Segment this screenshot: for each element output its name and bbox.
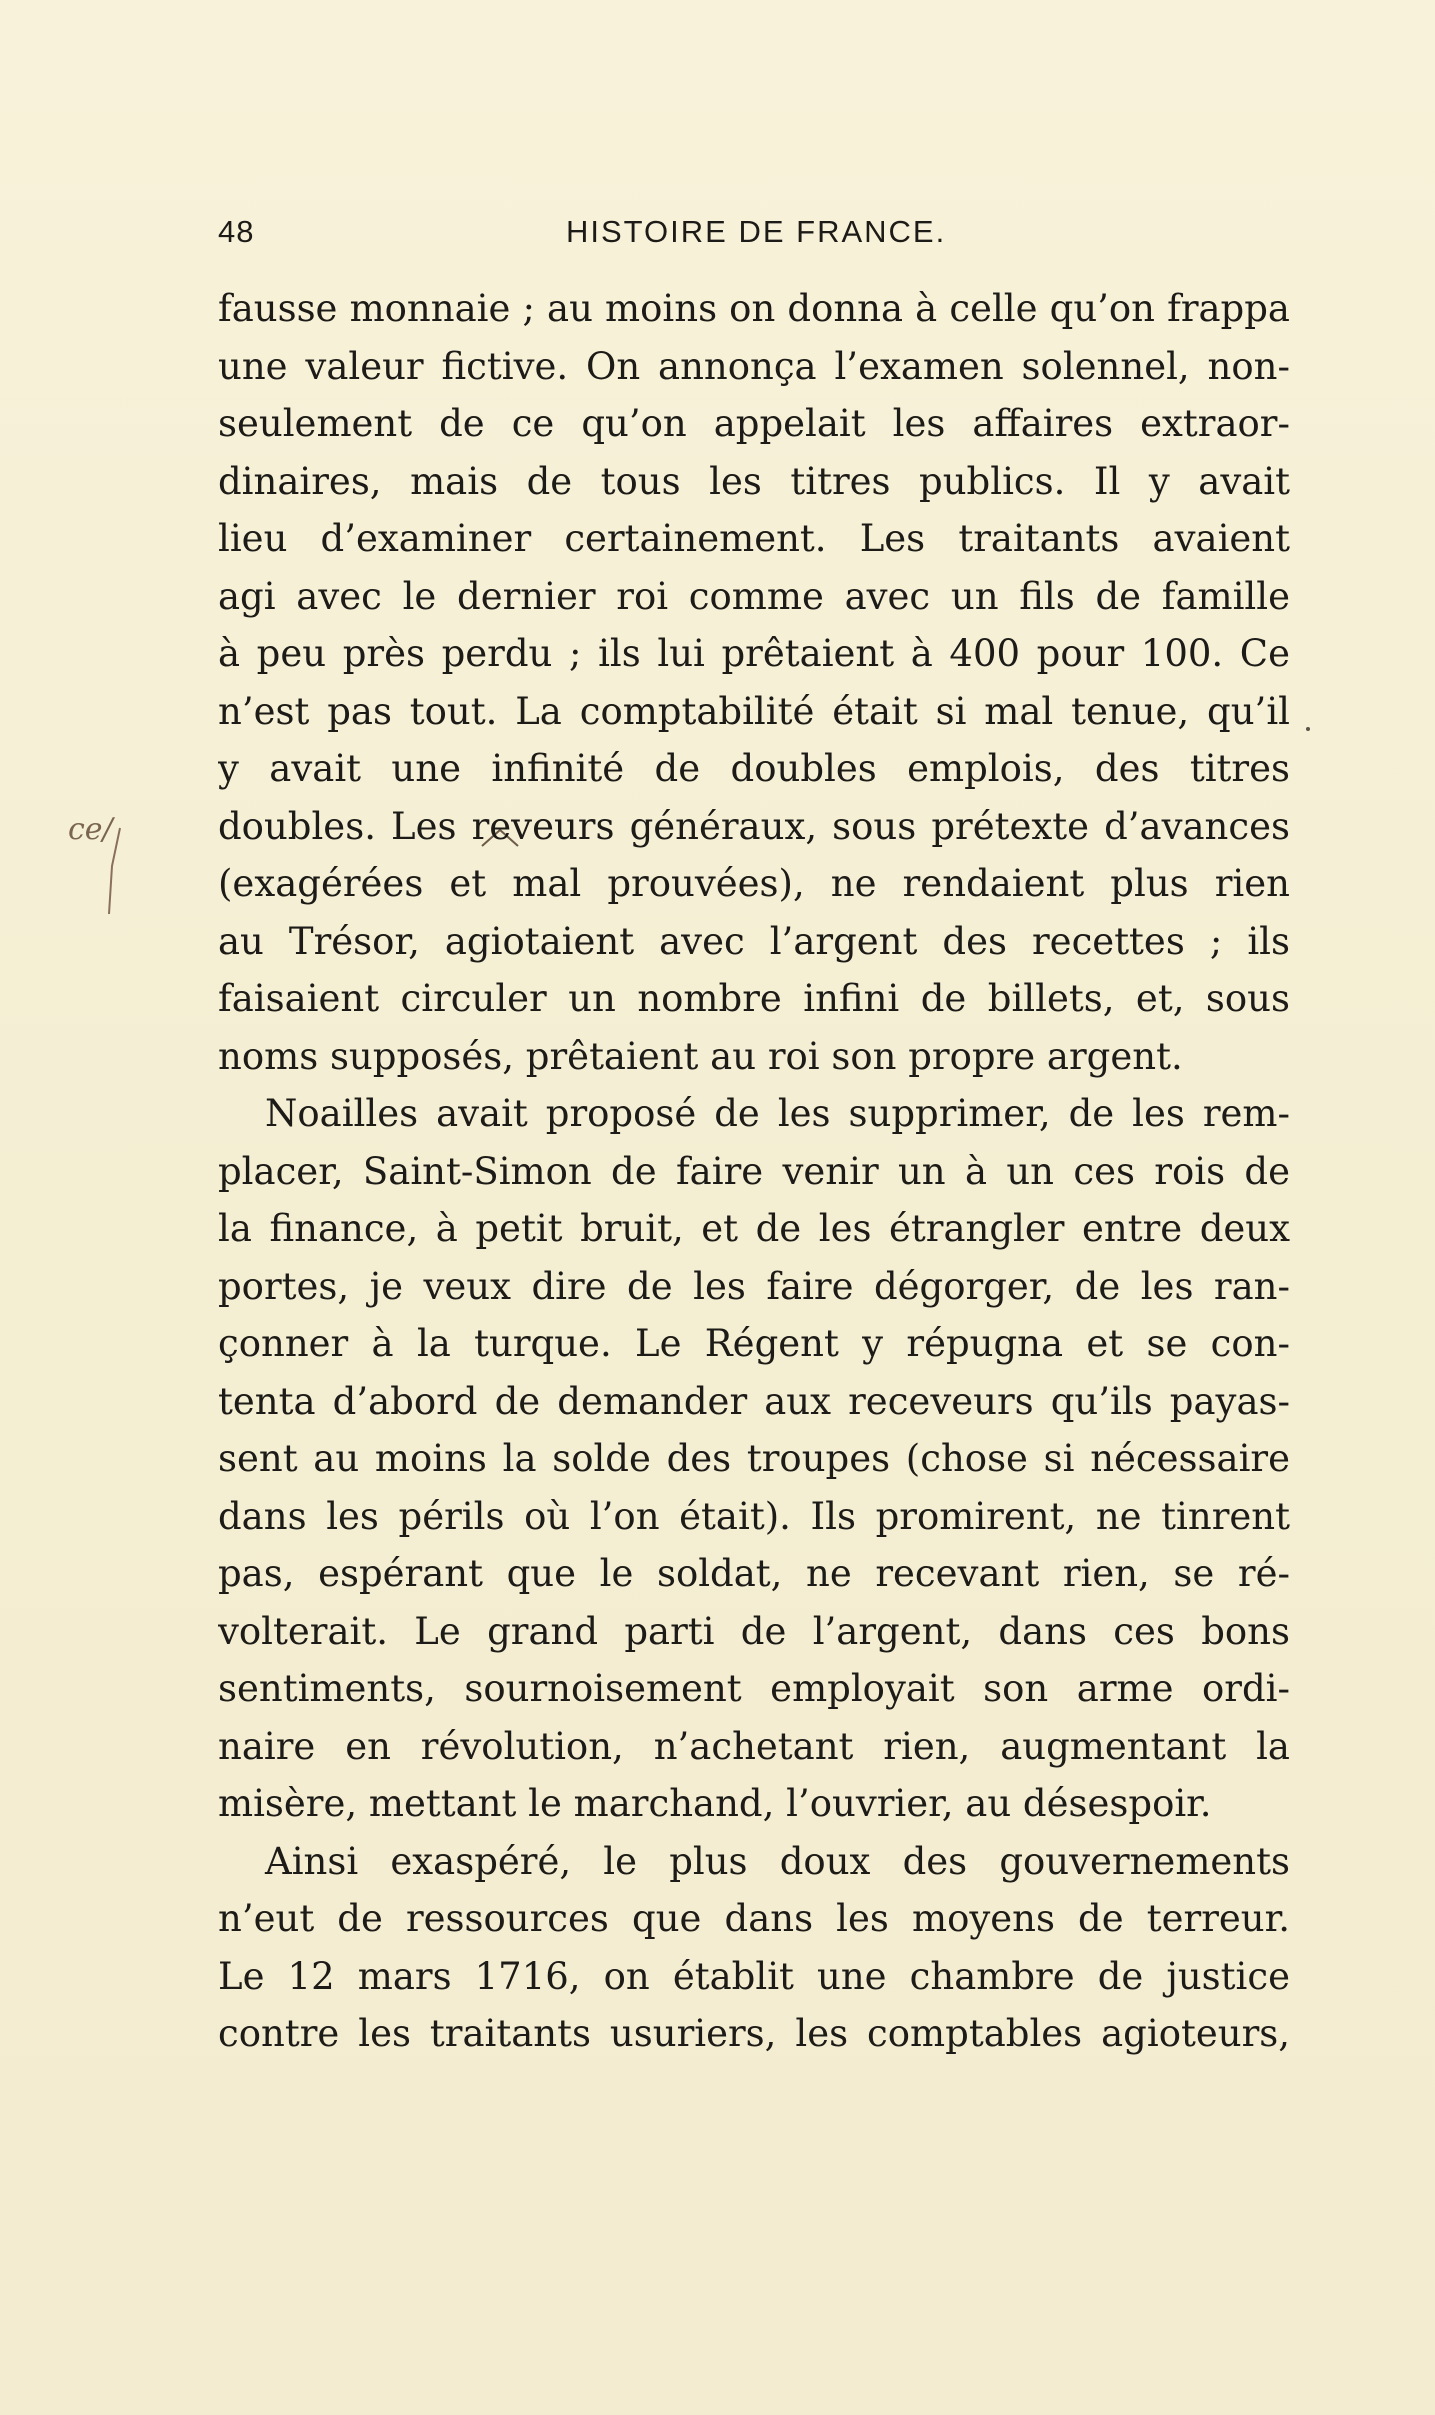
text-line: pas, espérant que le soldat, ne recevant rien, se ré- — [218, 1552, 1290, 1595]
stray-mark — [1306, 727, 1310, 731]
text-line: n’eut de ressources que dans les moyens de terreur. — [218, 1897, 1290, 1940]
page-number: 48 — [218, 214, 255, 249]
text-line: n’est pas tout. La comptabilité était si mal tenue, qu’il — [218, 689, 1290, 733]
text-line: sent au moins la solde des troupes (chose si nécessaire — [218, 1437, 1290, 1480]
running-title: HISTOIRE DE FRANCE. — [566, 214, 947, 249]
text-line: faisaient circuler un nombre infini de billets, et, sous — [218, 977, 1290, 1020]
text-line: tenta d’abord de demander aux receveurs qu’ils payas- — [218, 1379, 1290, 1423]
text-line: agi avec le dernier roi comme avec un fils de famille — [218, 574, 1290, 618]
text-line: placer, Saint-Simon de faire venir un à un ces rois de — [218, 1149, 1290, 1193]
text-line: Le 12 mars 1716, on établit une chambre de justice — [218, 1954, 1290, 1998]
running-head — [218, 214, 1290, 254]
body-text — [218, 280, 1290, 2063]
text-line: doubles. Les reveurs généraux, sous prétexte d’avances — [218, 804, 1290, 848]
text-line: y avait une infinité de doubles emplois, des titres — [218, 747, 1290, 790]
text-line: contre les traitants usuriers, les comptables agioteurs, — [218, 2012, 1290, 2055]
text-line: sentiments, sournoisement employait son arme ordi- — [218, 1667, 1290, 1710]
margin-annotation-text: ce/ — [68, 812, 113, 847]
text-line: noms supposés, prêtaient au roi son propre argent. — [218, 1034, 1183, 1078]
text-line: dinaires, mais de tous les titres publics. Il y avait — [218, 459, 1290, 503]
text-line: naire en révolution, n’achetant rien, augmentant la — [218, 1724, 1290, 1768]
text-line: au Trésor, agiotaient avec l’argent des recettes ; ils — [218, 919, 1290, 963]
paragraph-start-line: Ainsi exaspéré, le plus doux des gouvernements — [265, 1839, 1290, 1883]
text-line: volterait. Le grand parti de l’argent, dans ces bons — [218, 1609, 1290, 1653]
text-line: seulement de ce qu’on appelait les affaires extraor- — [218, 402, 1290, 445]
text-line: lieu d’examiner certainement. Les traitants avaient — [218, 517, 1290, 560]
paragraph-start-line: Noailles avait proposé de les supprimer, de les rem- — [265, 1092, 1290, 1135]
text-line: portes, je veux dire de les faire dégorger, de les ran- — [218, 1264, 1290, 1308]
text-line: à peu près perdu ; ils lui prêtaient à 400 pour 100. Ce — [218, 632, 1290, 675]
text-line: misère, mettant le marchand, l’ouvrier, au désespoir. — [218, 1782, 1212, 1825]
text-line: une valeur fictive. On annonça l’examen solennel, non- — [218, 344, 1290, 388]
text-line: çonner à la turque. Le Régent y répugna et se con- — [218, 1322, 1290, 1365]
text-line: la finance, à petit bruit, et de les étrangler entre deux — [218, 1207, 1290, 1250]
text-line: fausse monnaie ; au moins on donna à celle qu’on frappa — [218, 287, 1290, 330]
text-line: (exagérées et mal prouvées), ne rendaient plus rien — [218, 862, 1290, 905]
margin-stroke-icon — [98, 826, 128, 916]
margin-annotation — [68, 812, 148, 922]
text-line: dans les périls où l’on était). Ils promirent, ne tinrent — [218, 1494, 1290, 1538]
